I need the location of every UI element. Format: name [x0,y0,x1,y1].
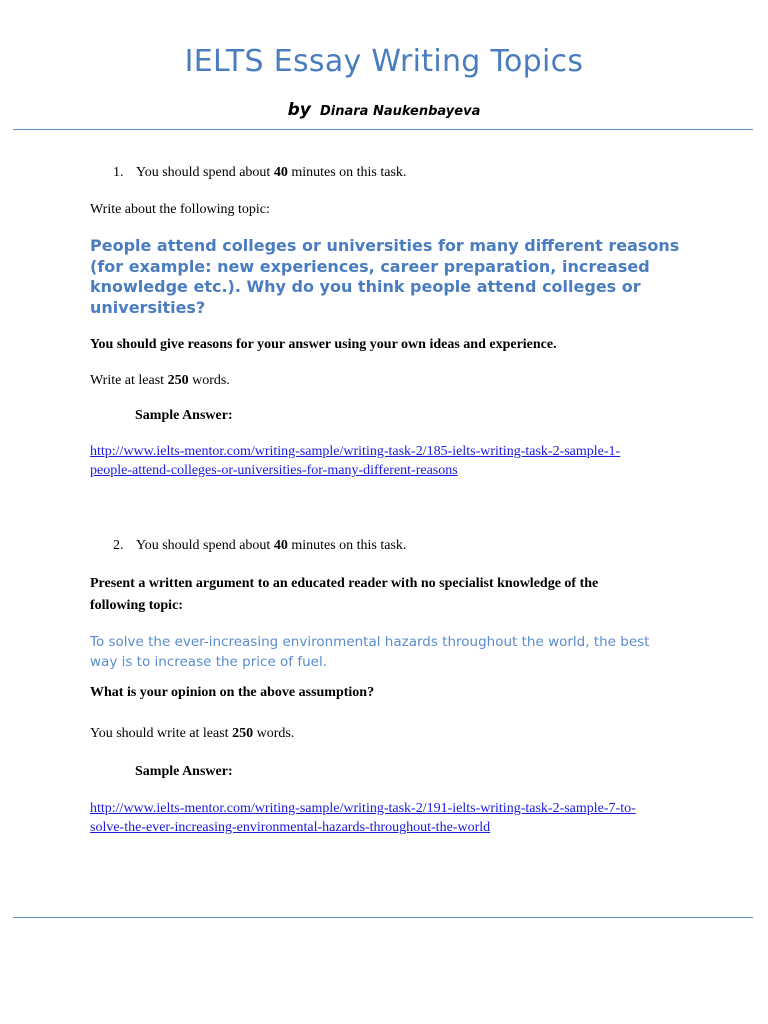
task1-topic: People attend colleges or universities for many different reasons (for example: new experiences, career preparation, increased knowledge etc.). Why do you think people attend colleges or universities? [90,236,680,317]
task2-intro-line2: following topic: [90,598,183,613]
task2-spend-suffix: minutes on this task. [291,538,407,553]
task1-sample-link-line2[interactable]: people-attend-colleges-or-universities-for-many-different-reasons [90,463,458,478]
byline [0,100,768,120]
task1-words-count: 250 [167,373,189,388]
byline-by: by [287,100,311,120]
task1-spend-suffix: minutes on this task. [291,165,407,180]
header-divider [13,129,753,130]
author-name: Dinara Naukenbayeva [319,104,481,119]
task2-words-suffix: words. [256,726,295,741]
document-title: IELTS Essay Writing Topics [184,44,584,79]
task2-intro [90,573,710,617]
task1-sample-label: Sample Answer: [135,408,233,423]
task2-spend-prefix: You should spend about [136,538,271,553]
task2-words-count: 250 [232,726,254,741]
task1-minutes: 40 [273,165,288,180]
task1-number: 1. [113,165,124,180]
task2-time-item [113,536,406,556]
footer-divider [13,917,753,918]
task1-sample-link-block [90,442,710,480]
task2-question: What is your opinion on the above assumption? [90,685,375,700]
task1-time-item [113,163,406,183]
task1-word-count [90,371,690,391]
task2-sample-link-line1[interactable]: http://www.ielts-mentor.com/writing-sample/writing-task-2/191-ielts-writing-task-2-sample-7-to- [90,801,636,816]
task2-sample-link-block [90,799,710,837]
task2-topic [90,632,690,672]
task2-topic-line1: To solve the ever-increasing environmental hazards throughout the world, the best [90,634,650,650]
task1-intro: Write about the following topic: [90,202,270,217]
task2-word-count [90,724,690,744]
task2-topic-line2: way is to increase the price of fuel. [90,654,328,670]
task2-number: 2. [113,538,124,553]
task1-words-prefix: Write at least [90,373,165,388]
task1-words-suffix: words. [192,373,230,388]
task1-spend-prefix: You should spend about [136,165,271,180]
task1-sample-link-line1[interactable]: http://www.ielts-mentor.com/writing-sample/writing-task-2/185-ielts-writing-task-2-sample-1- [90,444,621,459]
task1-instruction: You should give reasons for your answer using your own ideas and experience. [90,337,557,352]
task2-minutes: 40 [273,538,288,553]
task2-sample-link-line2[interactable]: solve-the-ever-increasing-environmental-hazards-throughout-the-world [90,820,491,835]
task2-intro-line1: Present a written argument to an educated reader with no specialist knowledge of the [90,576,599,591]
task2-sample-label: Sample Answer: [135,764,233,779]
task2-words-prefix: You should write at least [90,726,229,741]
